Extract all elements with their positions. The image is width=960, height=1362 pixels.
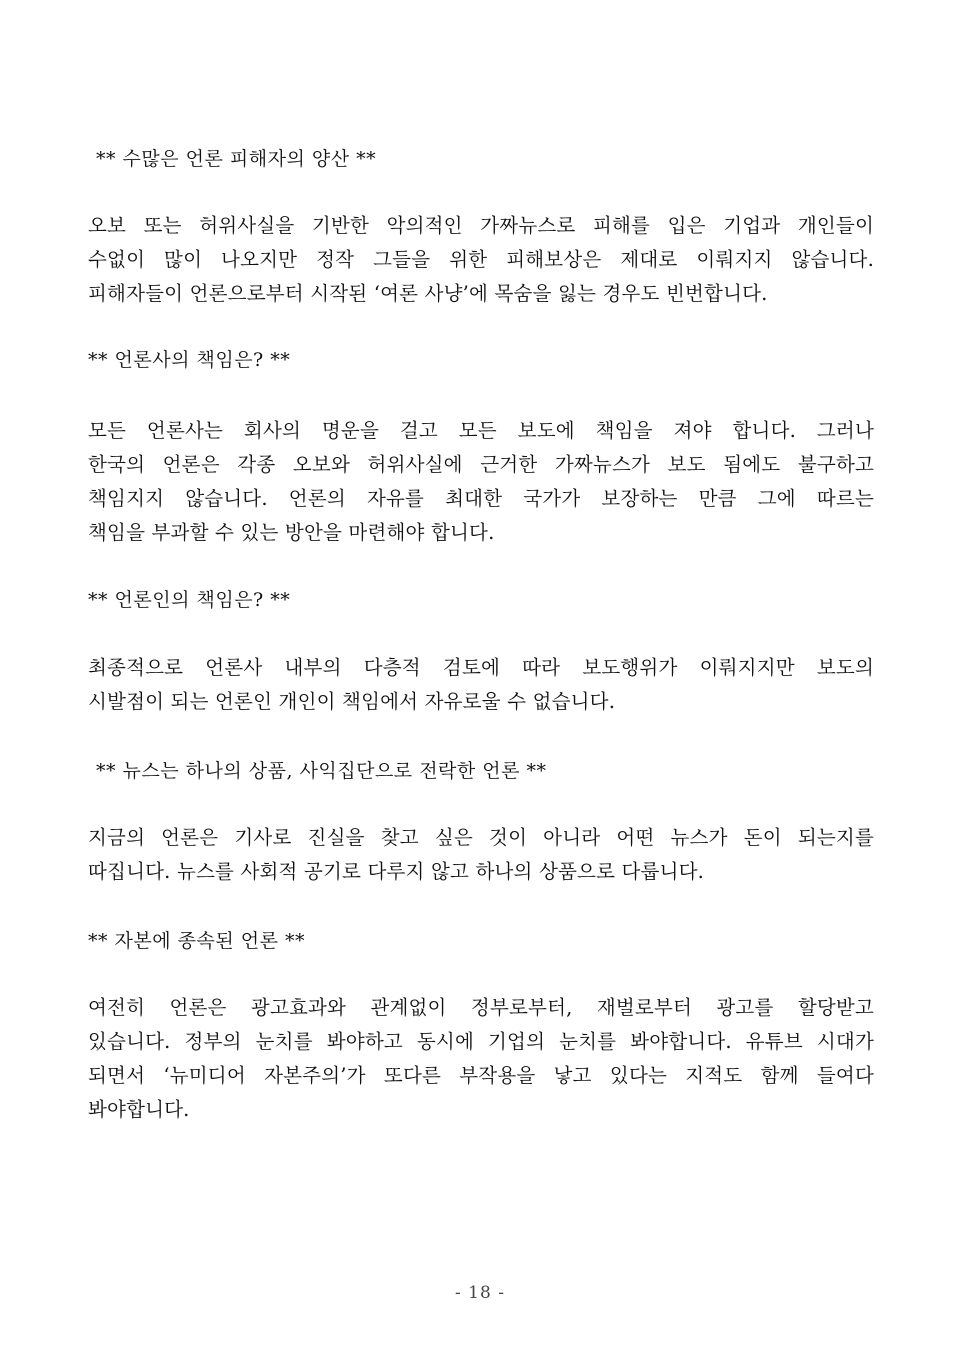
section-heading: ** 언론인의 책임은? ** — [88, 589, 291, 611]
paragraph-line: 지금의 언론은 기사로 진실을 찾고 싶은 것이 아니라 어떤 뉴스가 돈이 되는지를 — [88, 826, 874, 849]
paragraph-line: 되면서 ‘뉴미디어 자본주의’가 또다른 부작용을 낳고 있다는 지적도 함께 들여다 — [88, 1064, 874, 1087]
paragraph-line: 책임을 부과할 수 있는 방안을 마련해야 합니다. — [88, 521, 495, 544]
section-paragraph — [88, 991, 874, 1127]
paragraph-line: 있습니다. 정부의 눈치를 봐야하고 동시에 기업의 눈치를 봐야합니다. 유튜브 시대가 — [88, 1030, 874, 1053]
paragraph-line: 시발점이 되는 언론인 개인이 책임에서 자유로울 수 없습니다. — [88, 690, 616, 713]
section-paragraph — [88, 414, 874, 550]
paragraph-line: 수없이 많이 나오지만 정작 그들을 위한 피해보상은 제대로 이뤄지지 않습니다. — [88, 248, 874, 271]
paragraph-line: 최종적으로 언론사 내부의 다층적 검토에 따라 보도행위가 이뤄지지만 보도의 — [88, 656, 874, 679]
page-number: - 18 - — [455, 1283, 505, 1303]
paragraph-line: 봐야합니다. — [88, 1098, 190, 1121]
section-heading: ** 뉴스는 하나의 상품, 사익집단으로 전락한 언론 ** — [96, 760, 547, 782]
section-paragraph — [88, 651, 874, 719]
paragraph-line: 따집니다. 뉴스를 사회적 공기로 다루지 않고 하나의 상품으로 다룹니다. — [88, 860, 705, 883]
section-paragraph — [88, 209, 874, 311]
section-paragraph — [88, 821, 874, 889]
paragraph-line: 피해자들이 언론으로부터 시작된 ‘여론 사냥’에 목숨을 잃는 경우도 빈번합니다. — [88, 282, 768, 305]
paragraph-line: 오보 또는 허위사실을 기반한 악의적인 가짜뉴스로 피해를 입은 기업과 개인들이 — [88, 214, 874, 237]
paragraph-line: 한국의 언론은 각종 오보와 허위사실에 근거한 가짜뉴스가 보도 됨에도 불구하고 — [88, 453, 874, 476]
section-heading: ** 자본에 종속된 언론 ** — [88, 930, 305, 952]
paragraph-line: 모든 언론사는 회사의 명운을 걸고 모든 보도에 책임을 져야 합니다. 그러나 — [88, 419, 874, 442]
paragraph-line: 여전히 언론은 광고효과와 관계없이 정부로부터, 재벌로부터 광고를 할당받고 — [88, 996, 874, 1019]
paragraph-line: 책임지지 않습니다. 언론의 자유를 최대한 국가가 보장하는 만큼 그에 따르는 — [88, 487, 874, 510]
section-heading: ** 언론사의 책임은? ** — [88, 349, 291, 371]
section-heading: ** 수많은 언론 피해자의 양산 ** — [96, 148, 377, 170]
